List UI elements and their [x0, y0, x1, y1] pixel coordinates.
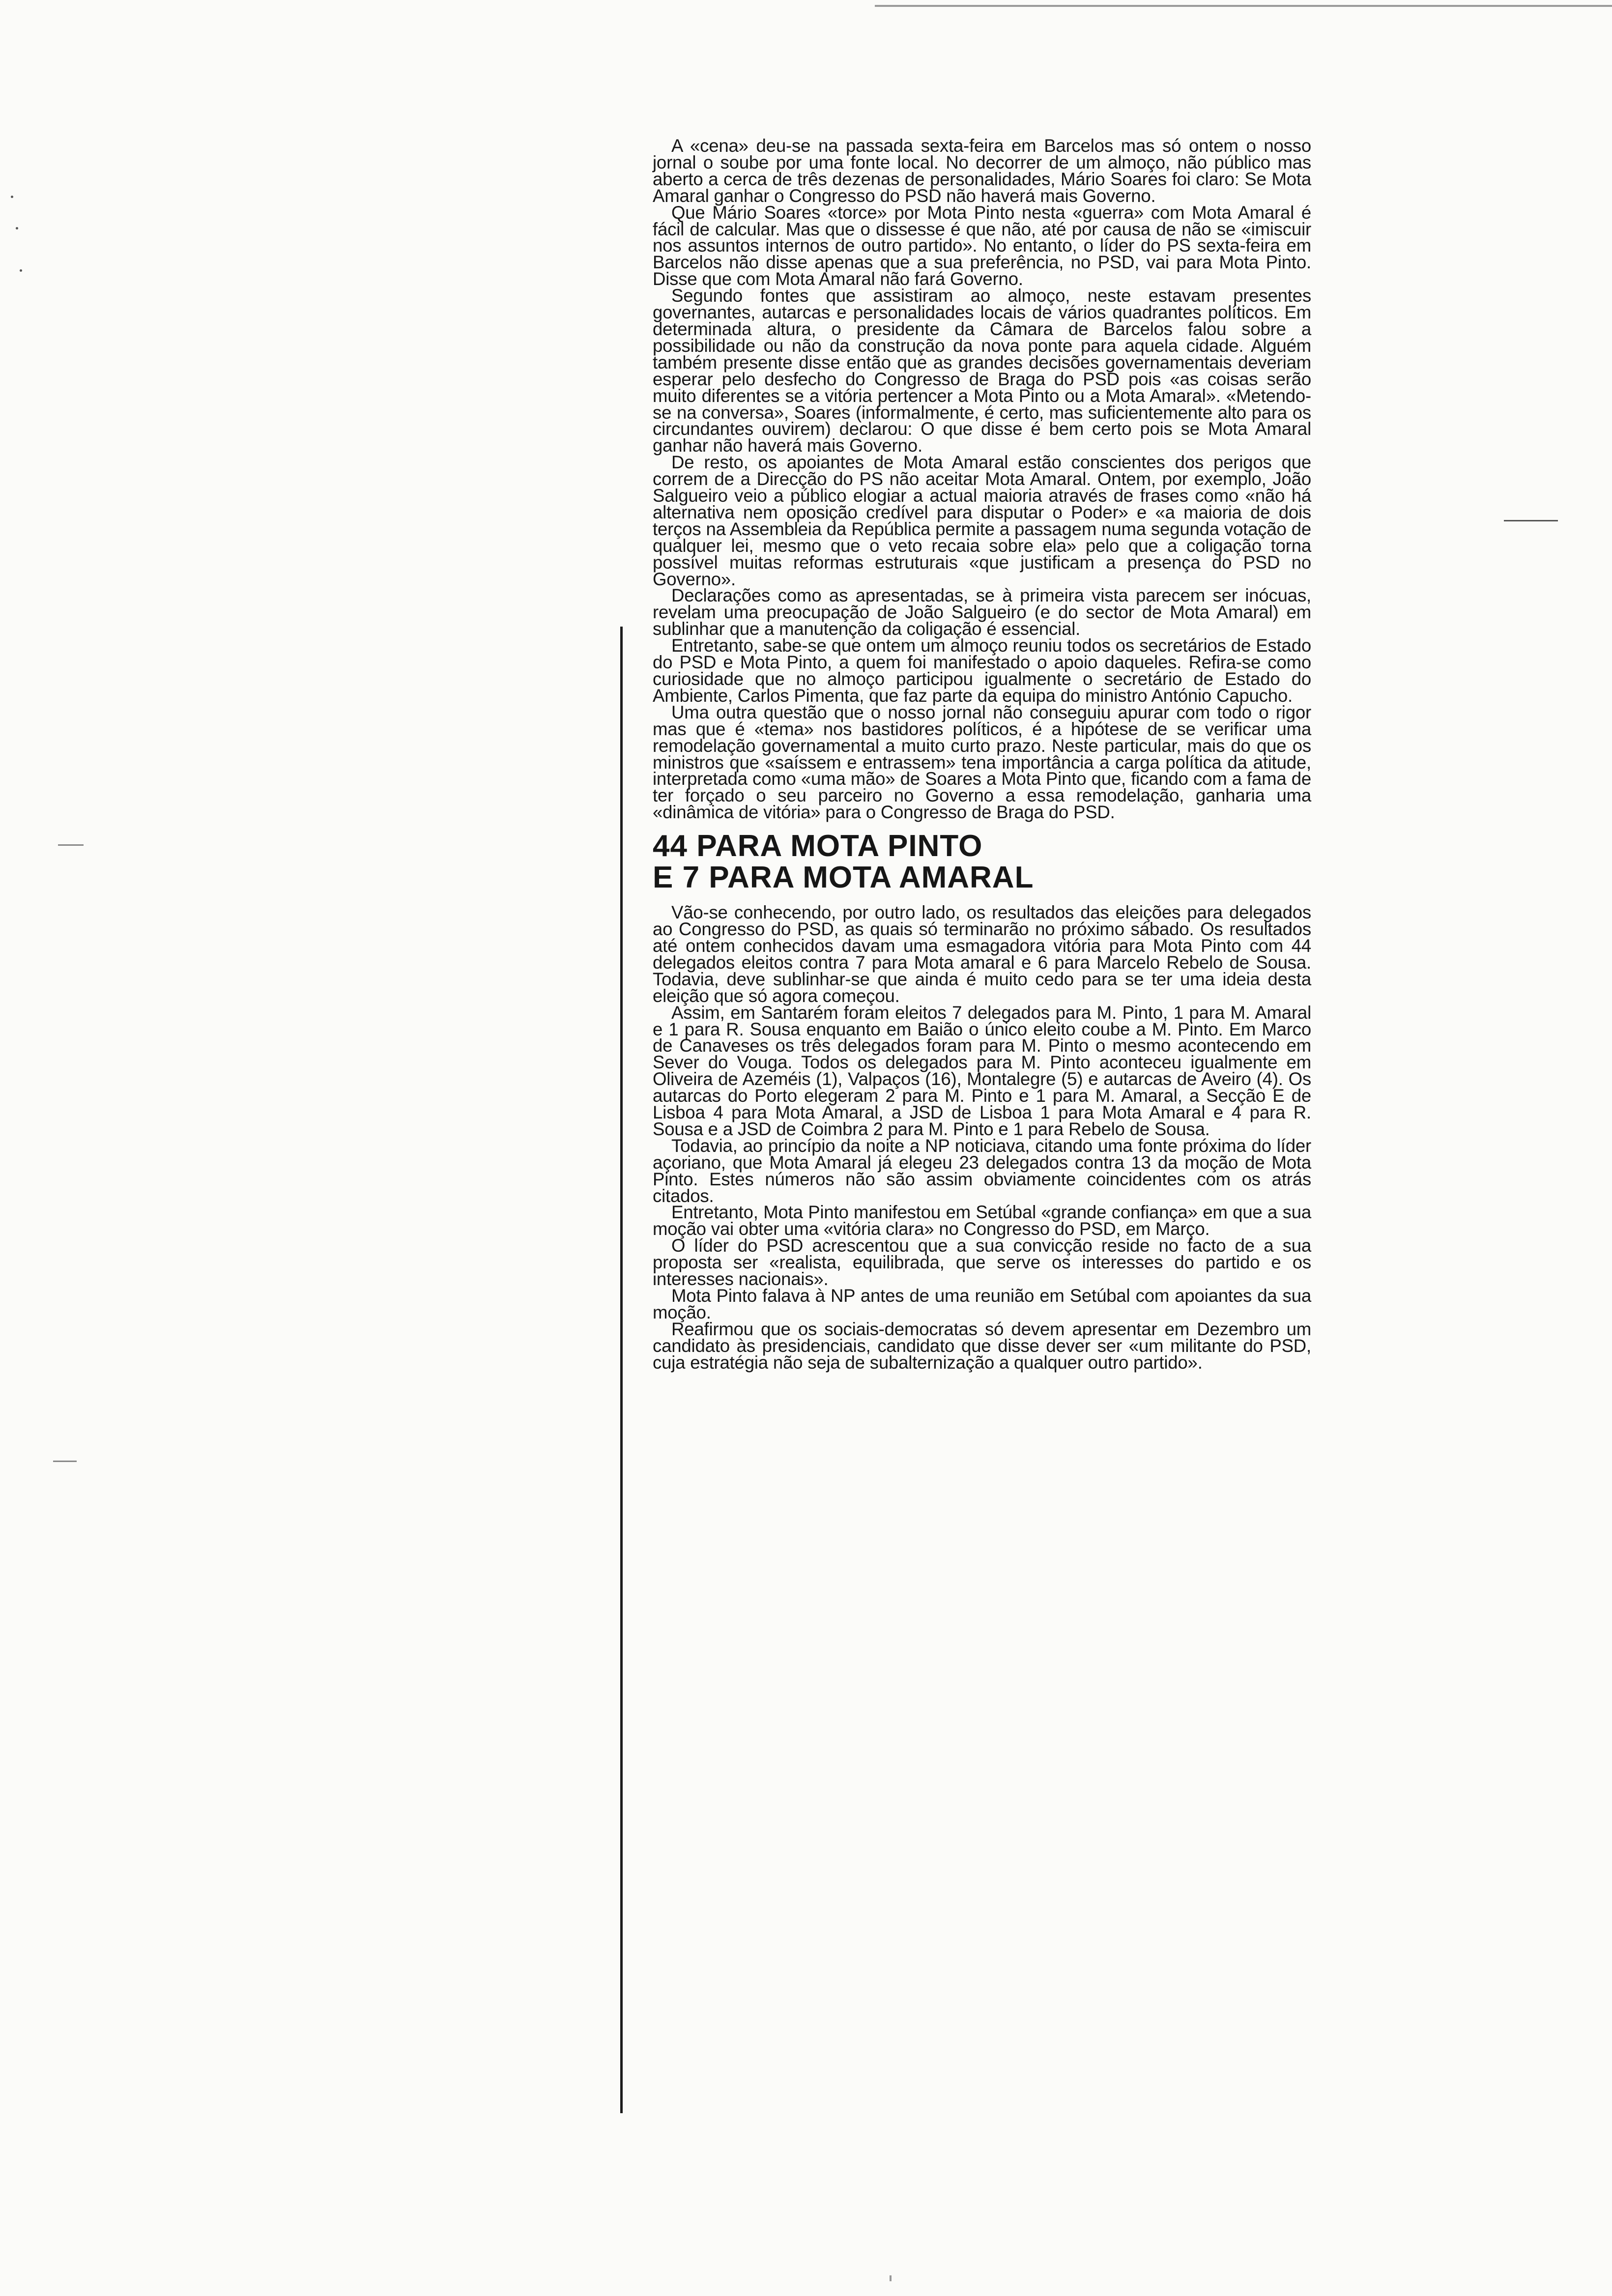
article-paragraph: Reafirmou que os sociais-democratas só devem apresentar em Dezembro um candidato às presidenciais, candidato que disse dever ser «um militante do PSD, cuja estratégia não seja de subalternização a qualquer outro partido».	[653, 1319, 1311, 1373]
scan-speck	[11, 196, 13, 198]
article-paragraph: A «cena» deu-se na passada sexta-feira em Barcelos mas só ontem o nosso jornal o soube por uma fonte local. No decorrer de um almoço, não público mas aberto a cerca de três dezenas de personalidades, Mário Soares foi claro: Se Mota Amaral ganhar o Congresso do PSD não haverá mais Governo.	[653, 136, 1311, 206]
article-paragraph: Segundo fontes que assistiram ao almoço, neste estavam presentes governantes, autarcas e personalidades locais de vários quadrantes políticos. Em determinada altura, o presidente da Câmara de Barcelos falou sobre a possibilidade ou não da construção da nova ponte para aquela cidade. Alguém também presente disse então que as grandes decisões governamentais deveriam esperar pelo desfecho do Congresso de Braga do PSD pois «as coisas serão muito diferentes se a vitória pertencer a Mota Pinto ou a Mota Amaral». «Metendo-se na conversa», Soares (informalmente, é certo, mas suficientemente alto para os circundantes ouvirem) declarou: O que disse é bem certo pois se Mota Amaral ganhar não haverá mais Governo.	[653, 286, 1311, 456]
section-headline	[653, 831, 1311, 893]
scan-speck	[20, 269, 22, 272]
article-paragraph: Uma outra questão que o nosso jornal não conseguiu apurar com todo o rigor mas que é «tema» nos bastidores políticos, é a hipótese de se verificar uma remodelação governamental a muito curto prazo. Neste particular, mais do que os ministros que «saíssem e entrassem» tena importância a carga política da atitude, interpretada como «uma mão» de Soares a Mota Pinto que, ficando com a fama de ter forçado o seu parceiro no Governo a essa remodelação, ganharia uma «dinâmica de vitória» para o Congresso de Braga do PSD.	[653, 702, 1311, 823]
margin-marker-line	[620, 627, 623, 2113]
article-paragraph: Vão-se conhecendo, por outro lado, os resultados das eleições para delegados ao Congresso do PSD, as quais só terminarão no próximo sábado. Os resultados até ontem conhecidos davam uma esmagadora vitória para Mota Pinto com 44 delegados eleitos contra 7 para Mota amaral e 6 para Marcelo Rebelo de Sousa. Todavia, deve sublinhar-se que ainda é muito cedo para se ter uma ideia desta eleição que só agora começou.	[653, 902, 1311, 1006]
article-paragraph: De resto, os apoiantes de Mota Amaral estão conscientes dos perigos que correm de a Direcção do PS não aceitar Mota Amaral. Ontem, por exemplo, João Salgueiro veio a público elogiar a actual maioria através de frases como «não há alternativa nem oposição credível para disputar o Poder» e «a maioria de dois terços na Assembleia da República permite a passagem numa segunda votação de qualquer lei, mesmo que o veto recaia sobre ela» pelo que a coligação torna possível muitas reformas estruturais «que justificam a presença do PSD no Governo».	[653, 452, 1311, 589]
article-paragraph: Mota Pinto falava à NP antes de uma reunião em Setúbal com apoiantes da sua moção.	[653, 1286, 1311, 1322]
margin-dash-right	[1504, 520, 1558, 521]
article-paragraph: Entretanto, Mota Pinto manifestou em Setúbal «grande confiança» em que a sua moção vai obter uma «vitória clara» no Congresso do PSD, em Março.	[653, 1202, 1311, 1239]
margin-dash-left-upper	[58, 844, 84, 846]
article-paragraph: Todavia, ao princípio da noite a NP noticiava, citando uma fonte próxima do líder açoriano, que Mota Amaral já elegeu 23 delegados contra 13 da moção de Mota Pinto. Estes números não são assim obviamente coincidentes com os atrás citados.	[653, 1135, 1311, 1206]
article-paragraph: Que Mário Soares «torce» por Mota Pinto nesta «guerra» com Mota Amaral é fácil de calcular. Mas que o dissesse é que não, até por causa de não se «imiscuir nos assuntos internos de outro partido». No entanto, o líder do PS sexta-feira em Barcelos não disse apenas que a sua preferência, no PSD, vai para Mota Pinto. Disse que com Mota Amaral não fará Governo.	[653, 202, 1311, 289]
top-edge-rule	[875, 5, 1612, 7]
article-paragraph: Assim, em Santarém foram eleitos 7 delegados para M. Pinto, 1 para M. Amaral e 1 para R. Sousa enquanto em Baião o único eleito coube a M. Pinto. Em Marco de Canaveses os três delegados foram para M. Pinto o mesmo acontecendo em Sever do Vouga. Todos os delegados para M. Pinto aconteceu igualmente em Oliveira de Azeméis (1), Valpaços (16), Montalegre (5) e autarcas de Aveiro (4). Os autarcas do Porto elegeram 2 para M. Pinto e 1 para M. Amaral, a Secção E de Lisboa 4 para Mota Amaral, a JSD de Lisboa 1 para Mota Amaral e 4 para R. Sousa e a JSD de Coimbra 2 para M. Pinto e 1 para Rebelo de Sousa.	[653, 1002, 1311, 1139]
bottom-edge-mark	[890, 2275, 892, 2281]
article-column	[653, 138, 1311, 1371]
headline-line-1: 44 PARA MOTA PINTO	[653, 829, 983, 863]
article-paragraph: Entretanto, sabe-se que ontem um almoço reuniu todos os secretários de Estado do PSD e Mota Pinto, a quem foi manifestado o apoio daqueles. Refira-se como curiosidade que no almoço participou igualmente o secretário de Estado do Ambiente, Carlos Pimenta, que faz parte da equipa do ministro António Capucho.	[653, 635, 1311, 706]
scan-speck	[16, 227, 18, 230]
article-paragraph: Declarações como as apresentadas, se à primeira vista parecem ser inócuas, revelam uma preocupação de João Salgueiro (e do sector de Mota Amaral) em sublinhar que a manutenção da coligação é essencial.	[653, 585, 1311, 639]
article-paragraph: O líder do PSD acrescentou que a sua convicção reside no facto de a sua proposta ser «realista, equilibrada, que serve os interesses do partido e os interesses nacionais».	[653, 1235, 1311, 1290]
margin-dash-left-lower	[53, 1461, 77, 1462]
headline-line-2: E 7 PARA MOTA AMARAL	[653, 861, 1034, 895]
